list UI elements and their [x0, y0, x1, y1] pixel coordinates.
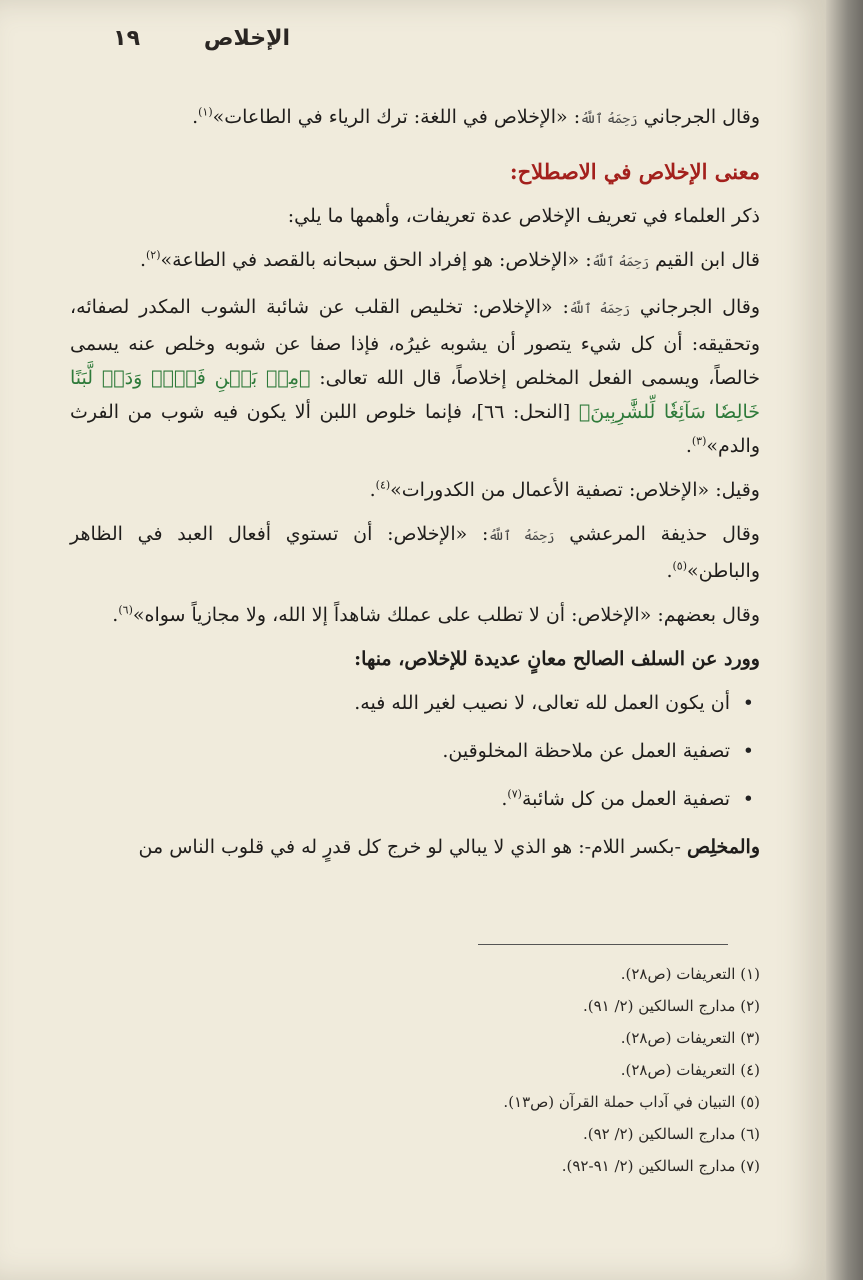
main-text [70, 100, 760, 874]
footnote-ref: (١) [198, 105, 213, 119]
footnote-ref: (٤) [375, 478, 391, 492]
paragraph-jurjani-lugha: وقال الجرجاني رَحِمَهُ ٱللَّهُ: «الإخلاص في اللغة: ترك الرياء في الطاعات»$^{(١)}$. [192, 105, 760, 128]
paragraph-intro: ذكر العلماء في تعريف الإخلاص عدة تعريفات، وأهمها ما يلي: [287, 205, 760, 227]
footnote-item: (٤) التعريفات (ص٢٨). [620, 1061, 760, 1079]
footnote-ref: (٥) [672, 559, 688, 573]
paragraph-mukhlis: والمخلِص -بكسر اللام-: هو الذي لا يبالي لو خرج كل قدرٍ له في قلوب الناس من [138, 836, 760, 858]
footnote-item: (١) التعريفات (ص٢٨). [620, 965, 760, 983]
footnote-item: (٣) التعريفات (ص٢٨). [620, 1029, 760, 1047]
verse-citation: [النحل: ٦٦]، فإنما خلوص اللبن ألا يكون فيه شوب من الفرث والدم» [70, 401, 760, 457]
footnote-item: (٥) التبيان في آداب حملة القرآن (ص١٣). [503, 1093, 760, 1111]
book-edge [826, 0, 863, 1280]
list-item: • أن يكون العمل لله تعالى، لا نصيب لغير الله فيه. [70, 686, 730, 720]
paragraph-baadhum: وقال بعضهم: «الإخلاص: أن لا تطلب على عملك شاهداً إلا الله، ولا مجازياً سواه»$^{(٦)}$. [112, 603, 760, 626]
footnote-ref: (٢) [146, 248, 161, 262]
honorific: رَحِمَهُ ٱللَّهُ [568, 302, 631, 317]
chapter-title: الإخلاص [203, 26, 290, 51]
footnote-ref: (٣) [691, 434, 707, 448]
honorific: رَحِمَهُ ٱللَّهُ [580, 112, 638, 127]
footnotes [70, 958, 760, 1182]
footnote-divider [478, 944, 728, 945]
footnote-item: (٢) مدارج السالكين (٢/ ٩١). [582, 997, 760, 1015]
page-number: ١٩ [113, 26, 140, 51]
section-heading: معنى الإخلاص في الاصطلاح: [509, 159, 760, 184]
list-item: • تصفية العمل عن ملاحظة المخلوقين. [70, 734, 730, 768]
paragraph-qil: وقيل: «الإخلاص: تصفية الأعمال من الكدورات»$^{(٤)}$. [369, 478, 760, 501]
defined-term: والمخلِص [686, 836, 760, 858]
footnote-item: (٧) مدارج السالكين (٢/ ٩١-٩٢). [561, 1157, 760, 1175]
running-header [70, 26, 760, 62]
honorific: رَحِمَهُ ٱللَّهُ [591, 255, 650, 270]
paragraph-salaf: وورد عن السلف الصالح معانٍ عديدة للإخلاص، منها: [354, 648, 760, 670]
footnote-item: (٦) مدارج السالكين (٢/ ٩٢). [582, 1125, 760, 1143]
paragraph-jurjani-istilah: وقال الجرجاني رَحِمَهُ ٱللَّهُ: «الإخلاص: تخليص القلب عن شائبة الشوب المكدر لصفائه، وتحقيقه: أن كل شيء يتصور أن يشوبه غيرُه، فإذا صفا عن شوبه وخلص عنه يسمى خالصاً، ويسمى الفعل المخلص إخلاصاً، قال الله تعالى: ﴿مِنۢ بَيۡنِ فَرۡثٖ وَدَمٖ لَّبَنًا خَالِصٗا سَآئِغٗا لِّلشَّٰرِبِينَ﴾ [النحل: ٦٦]، فإنما خلوص اللبن ألا يكون فيه شوب من الفرث والدم»$^{(٣)}$. [70, 296, 760, 457]
paragraph-ibn-qayyim: قال ابن القيم رَحِمَهُ ٱللَّهُ: «الإخلاص: هو إفراد الحق سبحانه بالقصد في الطاعة»$^{(٢)}$. [139, 248, 760, 271]
footnote-ref: (٦) [118, 603, 133, 617]
paragraph-hudhayfa: وقال حذيفة المرعشي رَحِمَهُ ٱللَّهُ: «الإخلاص: أن تستوي أفعال العبد في الظاهر والباطن»$^{(٥)}$. [70, 523, 760, 582]
meanings-list [70, 686, 760, 816]
list-item: • تصفية العمل من كل شائبة$^{(٧)}$. [70, 782, 730, 816]
footnote-ref: (٧) [507, 787, 522, 801]
honorific: رَحِمَهُ ٱللَّهُ [488, 529, 555, 544]
quran-verse: ﴿مِنۢ بَيۡنِ فَرۡثٖ وَدَمٖ لَّبَنًا خَالِصٗا سَآئِغٗا لِّلشَّٰرِبِينَ﴾ [70, 367, 760, 423]
